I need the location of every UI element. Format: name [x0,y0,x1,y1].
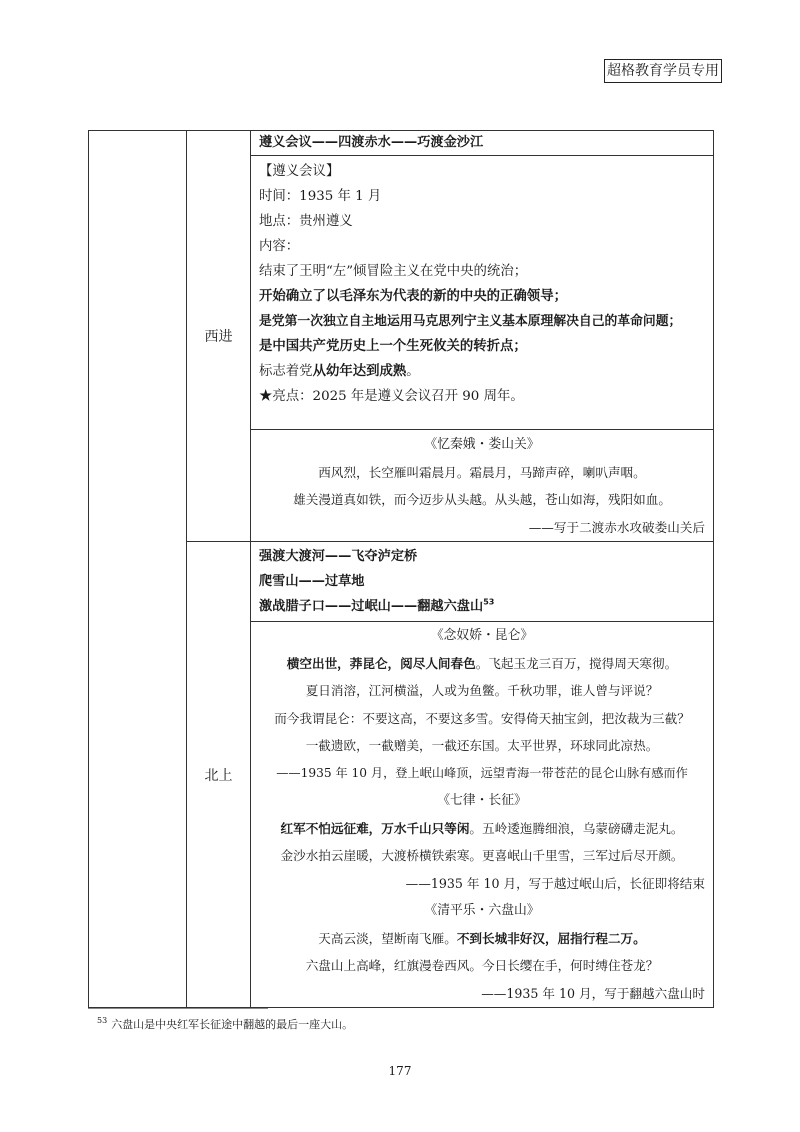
north-heading-cell [251,542,714,622]
meeting-point-3 [251,309,713,334]
west-heading: 遵义会议——四渡赤水——巧渡金沙江 [259,135,484,150]
liupanshan-poem-line-2: 六盘山上高峰，红旗漫卷西风。今日长缨在手，何时缚住苍龙？ [305,958,659,973]
kunlun-poem-line-4: 一截遗欧，一截赠美，一截还东国。太平世界，环球同此凉热。 [305,738,659,753]
footnote [97,1016,353,1032]
changzheng-poem-line-1 [251,815,713,843]
loushan-poem-line-1: 西风烈，长空雁叫霜晨月。霜晨月，马蹄声碎，喇叭声咽。 [318,464,646,480]
meeting-point-5 [251,359,713,384]
usage-stamp: 超格教育学员专用 [604,59,722,83]
kunlun-poem-note: ——1935 年 10 月，登上岷山峰顶，远望青海一带苍茫的昆仑山脉有感而作 [276,765,688,780]
zunyi-meeting-cell [251,156,714,430]
changzheng-poem-line-2: 金沙水拍云崖暖，大渡桥横铁索寒。更喜岷山千里雪，三军过后尽开颜。 [280,848,684,863]
liupanshan-poem-title: 《清平乐・六盘山》 [424,903,540,918]
changzheng-poem-title: 《七律・长征》 [437,793,527,808]
changzheng-poem-line-1-bold: 红军不怕远征难，万水千山只等闲 [280,820,470,836]
first-column-cell [89,131,187,1008]
meeting-point-5-bold: 从幼年达到成熟 [312,364,407,379]
loushan-poem-note: ——写于二渡赤水攻破娄山关后 [528,519,705,535]
north-heading-3-text: 激战腊子口——过岷山——翻越六盘山 [259,599,484,614]
loushan-poem-cell [251,430,714,542]
row-label-north: 北上 [187,542,251,1008]
long-march-table [88,130,714,1008]
kunlun-poem-line-1 [251,650,713,678]
liupanshan-poem-line-1 [251,925,713,953]
kunlun-poem-line-1-rest: 。飞起玉龙三百万，搅得周天寒彻。 [475,655,678,671]
liupanshan-poem-line-1-rest: 天高云淡，望断南飞雁。 [318,930,457,946]
footnote-rule [88,1008,268,1009]
north-heading-1: 强渡大渡河——飞夺泸定桥 [259,549,418,564]
kunlun-poem-line-3: 而今我谓昆仑：不要这高，不要这多雪。安得倚天抽宝剑，把汝裁为三截？ [274,710,690,726]
changzheng-poem-note: ——1935 年 10 月，写于越过岷山后，长征即将结束 [405,875,705,891]
row-label-west: 西进 [187,131,251,542]
north-poems-cell [251,622,714,1008]
changzheng-poem-line-1-rest: 。五岭逶迤腾细浪，乌蒙磅礴走泥丸。 [469,820,684,836]
footnote-text: 六盘山是中央红军长征途中翻越的最后一座大山。 [111,1018,354,1031]
meeting-point-3-text: 是党第一次独立自主地运用马克思列宁主义基本原理解决自己的革命问题； [259,314,682,329]
loushan-poem-line-2: 雄关漫道真如铁，而今迈步从头越。从头越，苍山如海，残阳如血。 [293,492,671,507]
liupanshan-poem-note: ——1935 年 10 月，写于翻越六盘山时 [481,985,705,1001]
loushan-poem-title: 《忆秦娥・娄山关》 [424,437,540,452]
meeting-highlight: ★亮点：2025 年是遵义会议召开 90 周年。 [259,389,524,404]
meeting-point-1: 结束了王明“左”倾冒险主义在党中央的统治； [259,264,528,279]
page-number: 177 [388,1064,412,1078]
kunlun-poem-line-2: 夏日消溶，江河横溢，人或为鱼鳖。千秋功罪，谁人曾与评说？ [305,683,659,698]
meeting-point-5-pre: 标志着党 [259,364,313,379]
meeting-point-2: 开始确立了以毛泽东为代表的新的中央的正确领导； [259,289,567,304]
kunlun-poem-line-1-bold: 横空出世，莽昆仑，阅尽人间春色 [286,655,476,671]
meeting-time: 时间：1935 年 1 月 [259,189,382,204]
footnote-number: 53 [97,1016,108,1026]
meeting-point-5-post: 。 [406,364,420,379]
north-heading-2: 爬雪山——过草地 [259,574,365,589]
meeting-content-label: 内容： [259,239,300,254]
meeting-place: 地点：贵州遵义 [259,214,353,229]
footnote-ref: 53 [483,597,495,607]
west-heading-cell [251,131,714,156]
kunlun-poem-title: 《念奴娇・昆仑》 [430,628,534,643]
meeting-point-4: 是中国共产党历史上一个生死攸关的转折点； [259,339,527,354]
meeting-title: 【遵义会议】 [259,164,340,179]
north-heading-3 [251,594,713,619]
liupanshan-poem-line-1-bold: 不到长城非好汉，屈指行程二万。 [456,930,646,946]
